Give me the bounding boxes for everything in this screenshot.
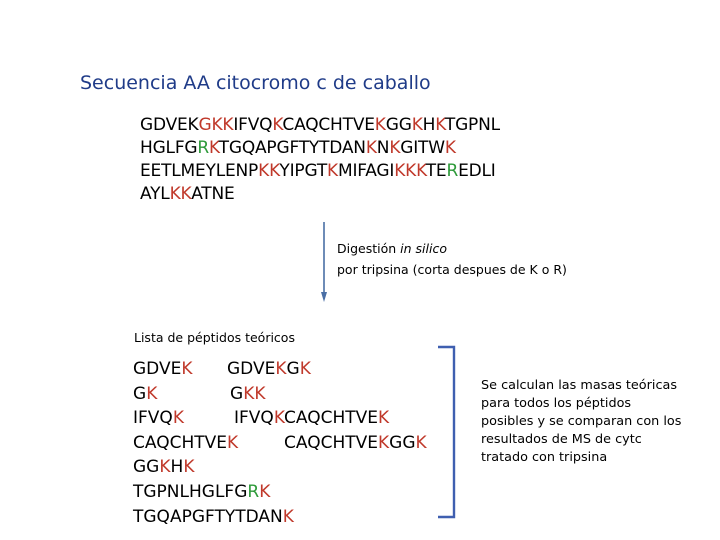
sequence-segment: KKK — [394, 161, 426, 181]
peptide-row — [133, 406, 390, 431]
right-bracket-icon — [430, 344, 460, 520]
peptide-segment: H — [170, 457, 184, 478]
peptide-segment: IFVQ — [133, 408, 173, 429]
sequence-segment: H — [422, 115, 436, 135]
note-line: tratado con tripsina — [481, 450, 608, 465]
amino-acid-sequence — [140, 114, 500, 206]
sequence-segment: K — [209, 138, 219, 158]
sequence-segment: K — [272, 115, 283, 135]
peptide-list-title: Lista de péptidos teóricos — [134, 330, 295, 345]
peptide-segment: TGQAPGFTYTDAN — [133, 506, 283, 527]
peptide-missed-cleavage — [284, 431, 427, 456]
sequence-segment: GDVEK — [140, 115, 199, 135]
peptide-segment: GDVE — [227, 359, 276, 379]
note-line: Se calculan las masas teóricas — [481, 378, 677, 393]
peptide — [133, 457, 194, 477]
sequence-segment: R — [446, 161, 459, 181]
peptide-segment: K — [415, 432, 427, 453]
sequence-segment: CAQCHTVE — [282, 115, 375, 135]
sequence-segment: TE — [425, 161, 447, 181]
peptide-missed-cleavage — [234, 406, 389, 431]
peptide-segment: K — [146, 383, 158, 404]
sequence-segment: K — [222, 115, 234, 135]
sequence-segment: GG — [385, 115, 412, 135]
peptide-segment: K — [378, 408, 390, 429]
sequence-segment: ATNE — [191, 184, 235, 204]
peptide-segment: R — [247, 481, 260, 502]
peptide — [133, 482, 270, 502]
sequence-segment: R — [197, 138, 210, 158]
peptide-row — [133, 480, 294, 505]
peptide-row — [133, 505, 294, 530]
trypsin-description: por tripsina (corta despues de K o R) — [337, 262, 567, 277]
peptide-row — [133, 357, 311, 382]
note-line: para todos los péptidos — [481, 396, 632, 411]
sequence-segment: IFVQ — [233, 115, 273, 135]
peptide-segment: TGPNLHGLFG — [133, 481, 248, 502]
peptide — [133, 408, 184, 428]
peptide — [133, 384, 157, 404]
peptide-segment: KK — [243, 383, 266, 404]
peptide-segment: K — [273, 408, 285, 429]
peptide-segment: GDVE — [133, 359, 182, 379]
sequence-segment: K — [327, 161, 338, 181]
sequence-segment: GITW — [400, 138, 445, 158]
sequence-segment: TGPNL — [444, 115, 500, 135]
sequence-segment: AYL — [140, 184, 170, 204]
sequence-segment: K — [365, 138, 377, 158]
peptide — [133, 507, 294, 527]
peptide-row — [133, 382, 294, 407]
peptide-segment: K — [259, 481, 271, 502]
digestion-label-text: Digestión — [337, 241, 401, 256]
peptide-segment: K — [183, 457, 195, 478]
peptide-segment: G — [230, 383, 244, 404]
peptide — [133, 359, 193, 379]
peptide-segment: G — [286, 359, 300, 379]
peptide-segment: K — [172, 408, 184, 429]
peptide-segment: CAQCHTVE — [284, 408, 379, 429]
peptide-row — [133, 455, 294, 480]
digestion-label — [337, 238, 567, 280]
sequence-segment: K — [411, 115, 423, 135]
peptide-missed-cleavage — [230, 382, 265, 407]
slide-title: Secuencia AA citocromo c de caballo — [80, 72, 431, 94]
peptide-segment: K — [299, 359, 311, 379]
sequence-segment: K — [374, 115, 386, 135]
sequence-segment: GK — [198, 115, 223, 135]
peptide-missed-cleavage — [227, 357, 311, 382]
in-silico-label: in silico — [400, 241, 447, 256]
sequence-segment: EDLI — [458, 161, 496, 181]
peptide-segment: K — [282, 506, 294, 527]
down-arrow-icon — [321, 222, 327, 302]
sequence-line — [140, 137, 500, 160]
sequence-segment: K — [444, 138, 456, 158]
sequence-segment: N — [376, 138, 390, 158]
peptide-segment: GG — [389, 432, 416, 453]
sequence-segment: TGQAPGFTYTDAN — [218, 138, 366, 158]
peptide-segment: G — [133, 383, 147, 404]
peptide-segment: K — [181, 359, 193, 379]
peptide-segment: K — [378, 432, 390, 453]
peptide-list — [133, 357, 427, 529]
peptide-segment: IFVQ — [234, 408, 274, 429]
peptide-segment: K — [275, 359, 287, 379]
peptide — [133, 433, 238, 453]
sequence-segment: MIFAGI — [337, 161, 395, 181]
sequence-segment: K — [389, 138, 401, 158]
sequence-segment: YIPGT — [279, 161, 328, 181]
peptide-segment: K — [159, 457, 171, 478]
peptide-segment: K — [227, 432, 239, 453]
peptide-segment: CAQCHTVE — [284, 432, 378, 453]
sequence-segment: KK — [258, 161, 280, 181]
peptide-segment: GG — [133, 457, 160, 478]
mass-comparison-note — [481, 377, 716, 467]
note-line: resultados de MS de cytc — [481, 432, 642, 447]
peptide-row — [133, 431, 427, 456]
sequence-segment: KK — [169, 184, 192, 204]
sequence-line — [140, 114, 500, 137]
sequence-line — [140, 183, 500, 206]
sequence-segment: EETLMEYLENP — [140, 161, 259, 181]
sequence-segment: K — [435, 115, 445, 135]
sequence-line — [140, 160, 500, 183]
sequence-segment: HGLFG — [140, 138, 198, 158]
peptide-segment: CAQCHTVE — [133, 432, 227, 453]
note-line: posibles y se comparan con los — [481, 414, 682, 429]
